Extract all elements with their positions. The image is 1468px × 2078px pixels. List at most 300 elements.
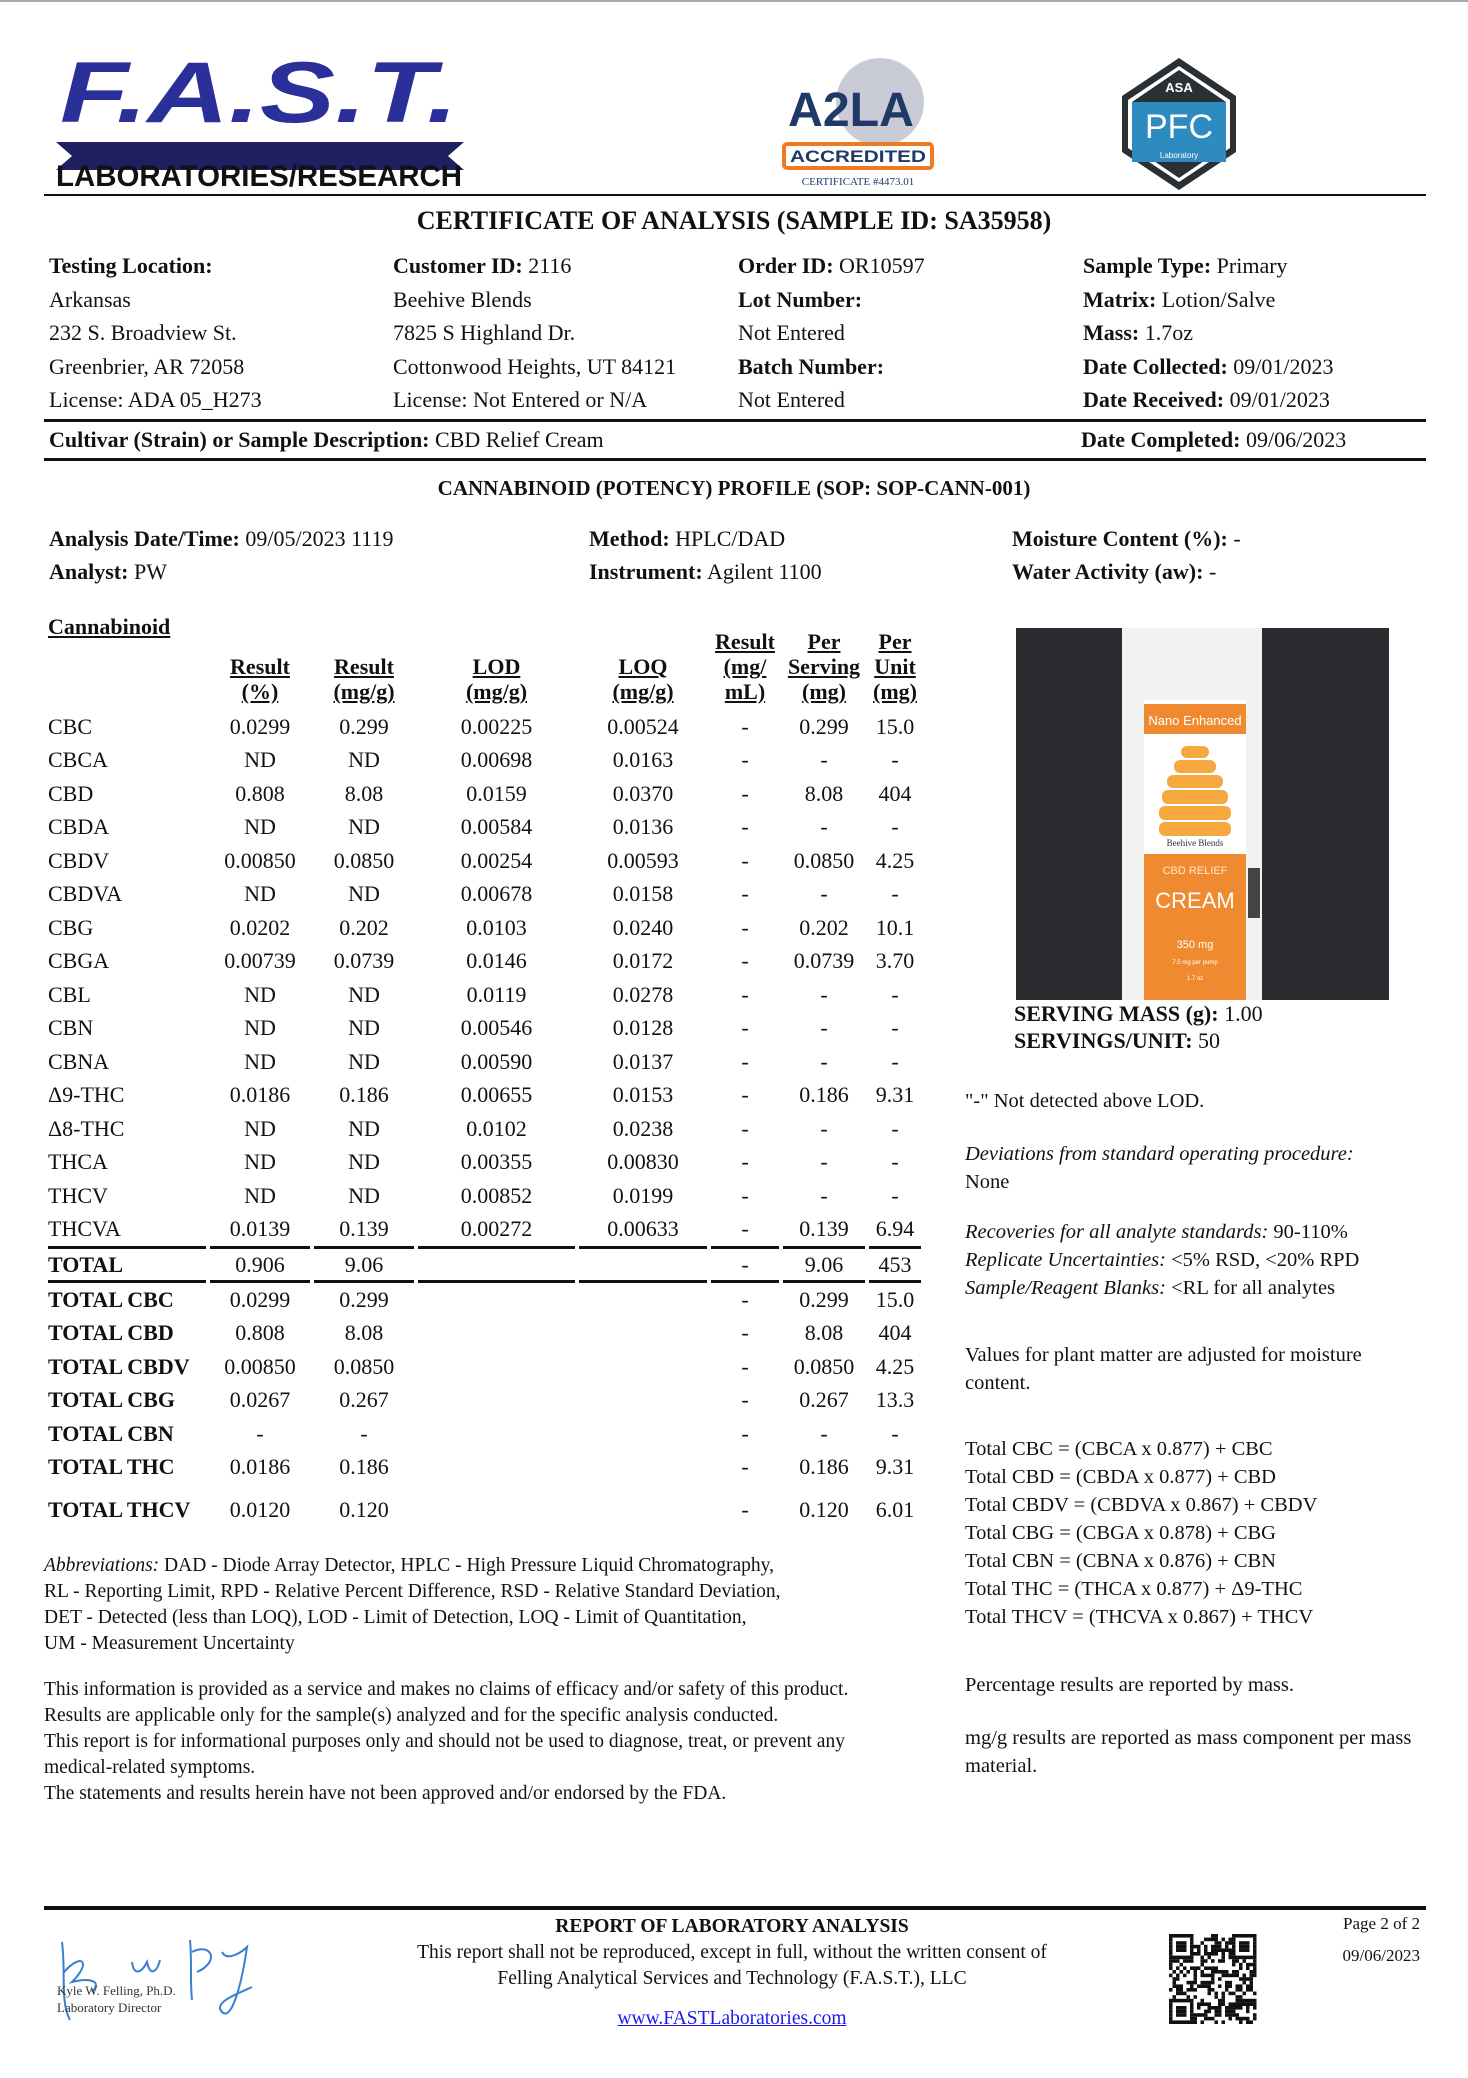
svg-text:F.A.S.T.: F.A.S.T. (60, 60, 458, 141)
table-row (48, 911, 921, 945)
cell-value: 4.25 (875, 1353, 915, 1379)
cell-value: 0.0850 (333, 847, 395, 873)
analyte-name: Δ9-THC (48, 1082, 125, 1108)
cell-value: 0.186 (339, 1082, 389, 1108)
disclaimer (44, 1677, 944, 1807)
column-header-line: Result (334, 654, 394, 679)
customer-line: License: Not Entered or N/A (393, 387, 648, 412)
disclaimer-line: This report is for informational purposes only and should not be used to diagnose, treat, or prevent any (44, 1731, 845, 1752)
cell-value: - (820, 981, 828, 1007)
cell-value: 0.0153 (612, 1082, 674, 1108)
cell-value: - (741, 1286, 749, 1312)
cell-value: - (741, 914, 749, 940)
disclaimer-line: The statements and results herein have not been approved and/or endorsed by the FDA. (44, 1783, 727, 1804)
cell-value: ND (244, 881, 276, 907)
cell-value: 9.31 (875, 1082, 915, 1108)
cell-value: - (256, 1420, 264, 1446)
cell-value: - (741, 780, 749, 806)
cell-value: 0.00852 (460, 1182, 533, 1208)
cell-value: - (741, 1182, 749, 1208)
table-row (48, 878, 921, 912)
cell-value: 0.0186 (229, 1454, 291, 1480)
batch-number-value: Not Entered (738, 387, 845, 412)
cell-value: 0.139 (799, 1216, 849, 1242)
not-detected-note: "-" Not detected above LOD. (965, 1090, 1205, 1112)
cell-value: - (741, 1015, 749, 1041)
cell-value: - (820, 1420, 828, 1446)
cell-value: ND (348, 1048, 380, 1074)
divider (44, 194, 1426, 196)
cell-value: 0.00678 (460, 881, 533, 907)
website-link-container (332, 2006, 1132, 2032)
table-row (48, 1384, 921, 1418)
cell-value: 0.267 (799, 1387, 849, 1413)
analyte-name: TOTAL CBC (48, 1286, 174, 1312)
cell-value: 0.267 (339, 1387, 389, 1413)
customer-id: Customer ID: 2116 (393, 253, 572, 278)
cell-value: 0.0739 (333, 948, 395, 974)
cell-value: 0.0850 (793, 1353, 855, 1379)
lot-number-label: Lot Number: (738, 287, 863, 312)
cell-value (579, 1283, 707, 1317)
table-row (48, 1012, 921, 1046)
cell-value: - (741, 1454, 749, 1480)
column-header (314, 612, 414, 710)
cell-value (418, 1317, 575, 1351)
analyte-name: CBD (48, 780, 94, 806)
table-row (48, 744, 921, 778)
column-header-line: Per (807, 629, 841, 654)
cell-value: 0.0267 (229, 1387, 291, 1413)
cell-value: ND (244, 1115, 276, 1141)
cell-value: - (820, 881, 828, 907)
cell-value: - (741, 1420, 749, 1446)
disclaimer-line: medical-related symptoms. (44, 1757, 256, 1778)
analyte-name: CBG (48, 914, 94, 940)
column-header-line: (mg) (802, 679, 846, 704)
column-header-line: Per (878, 629, 912, 654)
deviations-note: Deviations from standard operating procedure: None (965, 1143, 1354, 1193)
cell-value: 0.120 (799, 1497, 849, 1522)
analyte-name: TOTAL CBG (48, 1387, 175, 1413)
column-header (210, 612, 310, 710)
cell-value: ND (348, 1182, 380, 1208)
cell-value: 0.00546 (460, 1015, 533, 1041)
percentage-note: Percentage results are reported by mass. (965, 1674, 1295, 1696)
cell-value: 0.186 (799, 1454, 849, 1480)
column-header-line: LOQ (618, 654, 668, 679)
table-row (48, 945, 921, 979)
column-header-line: Result (715, 629, 775, 654)
footer-line: This report shall not be reproduced, except in full, without the written consent of (417, 1942, 1047, 1963)
cell-value (579, 1384, 707, 1418)
cell-value: 0.0850 (333, 1353, 395, 1379)
cell-value: - (891, 1115, 899, 1141)
cell-value: 0.0102 (466, 1115, 527, 1141)
column-header (418, 612, 575, 710)
cell-value: 0.0103 (466, 914, 527, 940)
footer-divider (44, 1906, 1426, 1910)
cell-value: 0.00830 (607, 1149, 679, 1175)
cell-value: 0.0136 (612, 814, 674, 840)
cell-value (579, 1246, 707, 1283)
cell-value: 0.906 (210, 1246, 310, 1283)
cell-value: 0.299 (339, 1286, 389, 1312)
cell-value: 0.00739 (224, 948, 296, 974)
cell-value (418, 1384, 575, 1418)
total-formulas (965, 1435, 1405, 1631)
svg-text:A2LA: A2LA (788, 84, 914, 137)
cell-value: 0.0186 (229, 1082, 291, 1108)
column-header (48, 612, 206, 710)
cell-value (579, 1317, 707, 1351)
cell-value: 0.0278 (612, 981, 674, 1007)
cell-value: 0.0850 (793, 847, 855, 873)
svg-text:Kyle W. Felling, Ph.D.: Kyle W. Felling, Ph.D. (57, 1983, 176, 1998)
cell-value: - (891, 814, 899, 840)
formula: Total CBN = (CBNA x 0.876) + CBN (965, 1550, 1276, 1572)
table-row (48, 844, 921, 878)
cell-value: 0.00593 (607, 847, 679, 873)
cell-value: 0.0202 (229, 914, 291, 940)
table-row (48, 1079, 921, 1113)
cell-value (579, 1451, 707, 1485)
cell-value: 404 (878, 1320, 912, 1346)
cell-value: 0.0159 (466, 780, 527, 806)
mgg-note: mg/g results are reported as mass component per mass material. (965, 1727, 1412, 1777)
matrix: Matrix: Lotion/Salve (1083, 287, 1276, 312)
analyte-name: TOTAL CBN (48, 1420, 174, 1446)
cell-value (579, 1484, 707, 1536)
cell-value: - (741, 881, 749, 907)
cell-value: 0.186 (799, 1082, 849, 1108)
analyte-name: TOTAL CBD (48, 1320, 174, 1346)
sample-type: Sample Type: Primary (1083, 253, 1288, 278)
cell-value: ND (348, 1115, 380, 1141)
location-line: License: ADA 05_H273 (49, 387, 262, 412)
cell-value: - (820, 1182, 828, 1208)
cell-value: - (891, 1048, 899, 1074)
divider (44, 458, 1426, 461)
svg-text:1.7 oz: 1.7 oz (1186, 976, 1204, 982)
formula: Total CBG = (CBGA x 0.878) + CBG (965, 1522, 1276, 1544)
cell-value (418, 1246, 575, 1283)
location-line: Arkansas (49, 287, 131, 312)
cell-value: 0.00655 (460, 1082, 533, 1108)
analyte-name: CBDVA (48, 881, 123, 907)
table-row (48, 1246, 921, 1283)
cell-value: - (741, 1048, 749, 1074)
cell-value: 0.00225 (460, 713, 533, 739)
cell-value: 0.202 (799, 914, 849, 940)
analyte-name: CBL (48, 981, 91, 1007)
recoveries-note: Recoveries for all analyte standards: 90-110% (965, 1221, 1348, 1243)
column-header-line: (mg/ (723, 654, 767, 679)
cell-value: 6.94 (875, 1216, 915, 1242)
cell-value: 0.202 (339, 914, 389, 940)
analyte-name: CBDV (48, 847, 110, 873)
cell-value: 0.0137 (612, 1048, 674, 1074)
analyte-name: CBDA (48, 814, 110, 840)
cell-value: 0.0158 (612, 881, 674, 907)
page-number: Page 2 of 2 (1343, 1914, 1420, 1933)
cell-value: 0.00590 (460, 1048, 533, 1074)
svg-text:CREAM: CREAM (1155, 888, 1235, 913)
cell-value: - (891, 981, 899, 1007)
cell-value: - (820, 814, 828, 840)
cell-value (418, 1350, 575, 1384)
fast-logo (52, 60, 468, 188)
cell-value: 0.0119 (466, 981, 527, 1007)
cell-value: 0.00698 (460, 747, 533, 773)
cell-value: 3.70 (875, 948, 915, 974)
instrument: Instrument: Agilent 1100 (589, 559, 822, 584)
divider (44, 419, 1426, 422)
cell-value: 0.299 (799, 1286, 849, 1312)
formula: Total CBC = (CBCA x 0.877) + CBC (965, 1438, 1273, 1460)
column-header (711, 612, 779, 710)
cell-value: - (741, 1320, 749, 1346)
cell-value: 9.06 (783, 1246, 865, 1283)
cell-value: - (741, 1387, 749, 1413)
cell-value: 9.31 (875, 1454, 915, 1480)
analyte-name: CBGA (48, 948, 110, 974)
cell-value: 10.1 (875, 914, 915, 940)
column-header-line: Unit (874, 654, 916, 679)
report-date: 09/06/2023 (1342, 1946, 1420, 1965)
cell-value: ND (348, 1015, 380, 1041)
cell-value: 0.808 (235, 780, 285, 806)
analyte-name: THCA (48, 1149, 108, 1175)
abbreviation-line: DET - Detected (less than LOQ), LOD - Limit of Detection, LOQ - Limit of Quantitation, (44, 1607, 747, 1628)
cell-value: - (820, 1149, 828, 1175)
formula: Total THCV = (THCVA x 0.867) + THCV (965, 1606, 1314, 1628)
cell-value: - (741, 1353, 749, 1379)
cell-value: ND (244, 981, 276, 1007)
cell-value: - (741, 713, 749, 739)
table-row (48, 777, 921, 811)
svg-text:CERTIFICATE #4473.01: CERTIFICATE #4473.01 (801, 176, 915, 188)
abbreviation-line: UM - Measurement Uncertainty (44, 1633, 295, 1654)
product-photo (1016, 628, 1389, 1000)
cell-value: - (741, 1082, 749, 1108)
water-activity: Water Activity (aw): - (1012, 559, 1217, 584)
cell-value: - (820, 1115, 828, 1141)
cell-value: - (741, 1149, 749, 1175)
cell-value: 0.0199 (612, 1182, 674, 1208)
footer-line: Felling Analytical Services and Technology (F.A.S.T.), LLC (497, 1968, 967, 1989)
column-header (579, 612, 707, 710)
cell-value: 15.0 (875, 1286, 915, 1312)
svg-text:Nano Enhanced: Nano Enhanced (1148, 713, 1242, 728)
cell-value (579, 1417, 707, 1451)
cell-value: - (360, 1420, 368, 1446)
table-row (48, 1213, 921, 1247)
analyte-name: THCV (48, 1182, 108, 1208)
cell-value (418, 1283, 575, 1317)
order-id: Order ID: OR10597 (738, 253, 925, 278)
column-header (869, 612, 921, 710)
table-row (48, 1146, 921, 1180)
website-link[interactable]: www.FASTLaboratories.com (617, 2008, 847, 2029)
cell-value: 9.06 (314, 1246, 414, 1283)
table-row (48, 1484, 921, 1536)
cell-value: - (891, 1182, 899, 1208)
abbreviation-line: Abbreviations: DAD - Diode Array Detector, HPLC - High Pressure Liquid Chromatography, (44, 1555, 774, 1576)
cell-value: 0.299 (339, 713, 389, 739)
analyst: Analyst: PW (49, 559, 167, 584)
cell-value (418, 1484, 575, 1536)
table-row (48, 1417, 921, 1451)
cell-value: ND (244, 1015, 276, 1041)
column-header-line: (mg/g) (465, 679, 528, 704)
analyte-name: THCVA (48, 1216, 121, 1242)
table-row (48, 1350, 921, 1384)
svg-text:Laboratory: Laboratory (1159, 151, 1199, 160)
analyte-name: TOTAL THC (48, 1454, 175, 1480)
table-row (48, 1045, 921, 1079)
svg-text:LABORATORIES/RESEARCH: LABORATORIES/RESEARCH (56, 160, 462, 188)
cell-value: - (891, 1420, 899, 1446)
cell-value: - (741, 1115, 749, 1141)
date-completed: Date Completed: 09/06/2023 (1081, 427, 1347, 452)
analyte-name: TOTAL THCV (48, 1497, 191, 1522)
cell-value (418, 1451, 575, 1485)
batch-number-label: Batch Number: (738, 354, 885, 379)
date-collected: Date Collected: 09/01/2023 (1083, 354, 1334, 379)
cell-value: 0.00524 (607, 713, 679, 739)
cell-value: 8.08 (804, 1320, 844, 1346)
disclaimer-line: Results are applicable only for the sample(s) analyzed and for the specific analysis conducted. (44, 1705, 779, 1726)
cell-value: 0.00633 (607, 1216, 679, 1242)
table-row (48, 1112, 921, 1146)
cultivar-description: Cultivar (Strain) or Sample Description: CBD Relief Cream (49, 427, 604, 452)
cell-value: 13.3 (875, 1387, 915, 1413)
cell-value: 0.0120 (229, 1497, 291, 1522)
analyte-name: CBN (48, 1015, 94, 1041)
page-title: CERTIFICATE OF ANALYSIS (SAMPLE ID: SA35958) (416, 206, 1052, 235)
svg-text:ACCREDITED: ACCREDITED (790, 147, 926, 166)
date-received: Date Received: 09/01/2023 (1083, 387, 1330, 412)
serving-mass: SERVING MASS (g): 1.00 (1014, 1001, 1263, 1026)
cell-value: 0.0128 (612, 1015, 674, 1041)
cell-value: - (711, 1246, 779, 1283)
cell-value: 0.186 (339, 1454, 389, 1480)
cell-value: ND (244, 1149, 276, 1175)
mass: Mass: 1.7oz (1083, 320, 1193, 345)
cell-value: 0.0240 (612, 914, 674, 940)
formula: Total CBDV = (CBDVA x 0.867) + CBDV (965, 1494, 1318, 1516)
column-header-line: Cannabinoid (48, 614, 171, 639)
table-row (48, 811, 921, 845)
cell-value: - (741, 847, 749, 873)
svg-text:ASA: ASA (1165, 80, 1193, 95)
cell-value: - (820, 1048, 828, 1074)
cell-value: 0.00254 (460, 847, 533, 873)
abbreviations (44, 1553, 924, 1657)
cell-value: 404 (878, 780, 912, 806)
analyte-name: TOTAL CBDV (48, 1353, 190, 1379)
abbreviation-line: RL - Reporting Limit, RPD - Relative Percent Difference, RSD - Relative Standard Deviation, (44, 1581, 781, 1602)
column-header (783, 612, 865, 710)
cell-value: ND (348, 747, 380, 773)
replicate-note: Replicate Uncertainties: <5% RSD, <20% RPD (965, 1249, 1360, 1271)
analyte-name: Δ8-THC (48, 1115, 125, 1141)
cell-value: 0.299 (799, 713, 849, 739)
cell-value: 6.01 (875, 1497, 915, 1522)
cell-value: - (741, 814, 749, 840)
table-row (48, 1451, 921, 1485)
customer-line: 7825 S Highland Dr. (393, 320, 576, 345)
analysis-datetime: Analysis Date/Time: 09/05/2023 1119 (49, 526, 394, 551)
cell-value: - (741, 1216, 749, 1242)
cell-value: - (741, 1497, 749, 1522)
top-border (0, 0, 1468, 2)
cell-value: 0.00272 (460, 1216, 533, 1242)
cell-value: - (891, 1149, 899, 1175)
servings-per-unit: SERVINGS/UNIT: 50 (1014, 1028, 1221, 1053)
cell-value (579, 1350, 707, 1384)
cell-value: 8.08 (344, 780, 384, 806)
cell-value: 0.0146 (466, 948, 527, 974)
table-row (48, 978, 921, 1012)
customer-line: Beehive Blends (393, 287, 532, 312)
cell-value: - (741, 981, 749, 1007)
cell-value: ND (348, 881, 380, 907)
cell-value: - (891, 1015, 899, 1041)
svg-text:PFC: PFC (1145, 108, 1213, 146)
cell-value: - (741, 747, 749, 773)
cell-value: - (820, 1015, 828, 1041)
cell-value: ND (244, 1048, 276, 1074)
cell-value: 4.25 (875, 847, 915, 873)
cell-value: 0.0299 (229, 713, 291, 739)
cell-value: 0.00584 (460, 814, 533, 840)
a2la-accredited-logo (778, 56, 938, 192)
svg-text:350 mg: 350 mg (1176, 939, 1214, 951)
location-line: 232 S. Broadview St. (49, 320, 237, 345)
formula: Total CBD = (CBDA x 0.877) + CBD (965, 1466, 1276, 1488)
cell-value: 0.0299 (229, 1286, 291, 1312)
cell-value: - (891, 747, 899, 773)
cell-value: 0.120 (339, 1497, 389, 1522)
report-title: REPORT OF LABORATORY ANALYSIS (555, 1916, 909, 1937)
column-header-line: LOD (472, 654, 521, 679)
cell-value: - (891, 881, 899, 907)
cell-value: 0.00850 (224, 1353, 296, 1379)
qr-code[interactable] (1169, 1934, 1257, 2024)
analyte-name: CBCA (48, 747, 108, 773)
analyte-name: TOTAL (48, 1246, 206, 1283)
table-row (48, 710, 921, 744)
potency-table (44, 612, 925, 1536)
svg-text:Laboratory Director: Laboratory Director (57, 2000, 162, 2015)
svg-text:CBD RELIEF: CBD RELIEF (1162, 865, 1228, 877)
cell-value: - (820, 747, 828, 773)
cell-value: 0.0238 (612, 1115, 674, 1141)
quality-notes (965, 1218, 1405, 1302)
cell-value: ND (244, 1182, 276, 1208)
testing-location-label: Testing Location: (49, 253, 213, 278)
cell-value: 0.808 (235, 1320, 285, 1346)
column-header-line: (%) (241, 679, 279, 704)
profile-title: CANNABINOID (POTENCY) PROFILE (SOP: SOP-CANN-001) (437, 476, 1031, 500)
svg-text:Beehive Blends: Beehive Blends (1166, 838, 1224, 848)
cell-value: 8.08 (804, 780, 844, 806)
cell-value: ND (244, 814, 276, 840)
blanks-note: Sample/Reagent Blanks: <RL for all analytes (965, 1277, 1336, 1299)
cell-value (418, 1417, 575, 1451)
